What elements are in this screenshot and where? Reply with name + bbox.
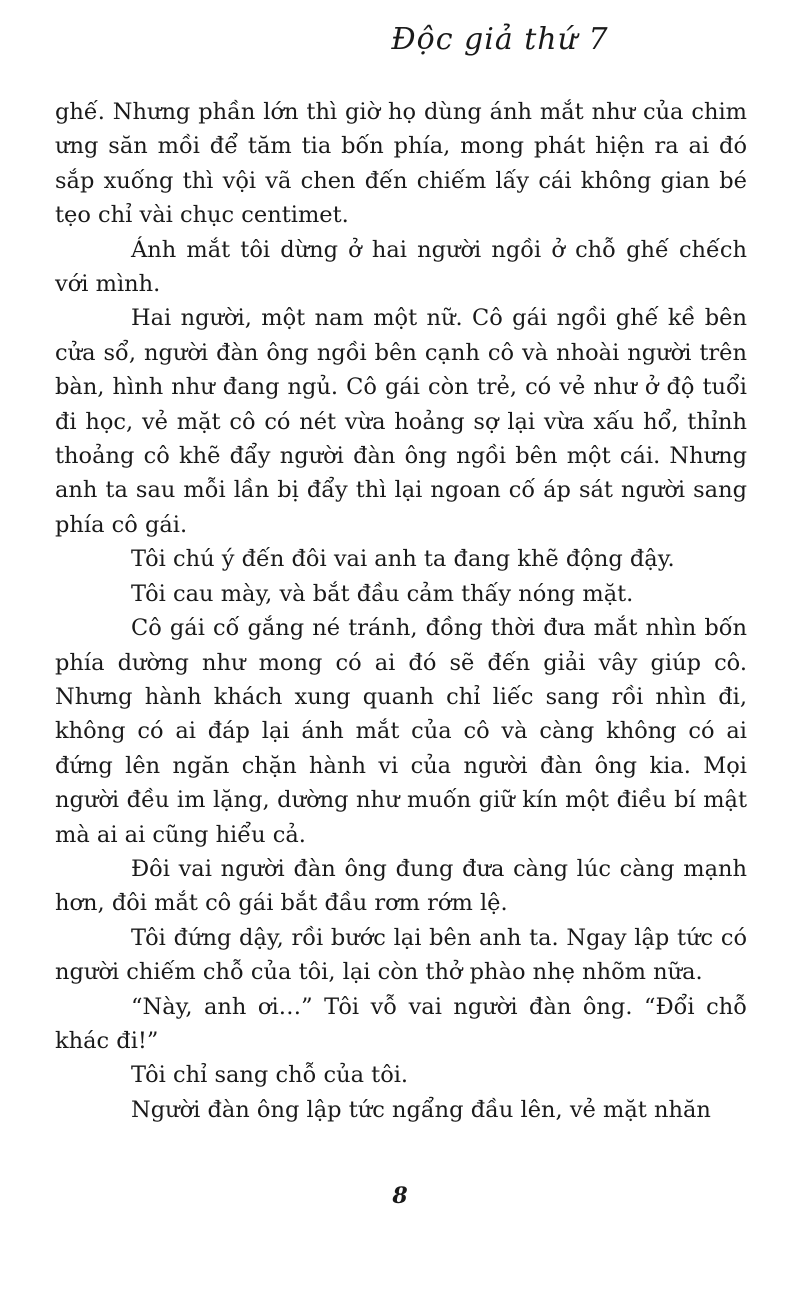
- paragraph-4: Tôi chú ý đến đôi vai anh ta đang khẽ động đậy.: [131, 546, 675, 573]
- paragraph-11: Người đàn ông lập tức ngẩng đầu lên, vẻ mặt nhăn: [131, 1096, 711, 1123]
- paragraph-1: ghế. Nhưng phần lớn thì giờ họ dùng ánh mắt như của chim ưng săn mồi để tăm tia bốn phía, mong phát hiện ra ai đó sắp xuống thì vội vã chen đến chiếm lấy cái không gian bé tẹo chỉ vài chục centimet.: [55, 99, 747, 229]
- paragraph-6: Cô gái cố gắng né tránh, đồng thời đưa mắt nhìn bốn phía dường như mong có ai đó sẽ đến giải vây giúp cô. Nhưng hành khách xung quanh chỉ liếc sang rồi nhìn đi, không có ai đáp lại ánh mắt của cô và càng không có ai đứng lên ngăn chặn hành vi của người đàn ông kia. Mọi người đều im lặng, dường như muốn giữ kín một điều bí mật mà ai ai cũng hiểu cả.: [55, 615, 747, 848]
- paragraph-3: Hai người, một nam một nữ. Cô gái ngồi ghế kề bên cửa sổ, người đàn ông ngồi bên cạnh cô và nhoài người trên bàn, hình như đang ngủ. Cô gái còn trẻ, có vẻ như ở độ tuổi đi học, vẻ mặt cô có nét vừa hoảng sợ lại vừa xấu hổ, thỉnh thoảng cô khẽ đẩy người đàn ông ngồi bên một cái. Nhưng anh ta sau mỗi lần bị đẩy thì lại ngoan cố áp sát người sang phía cô gái.: [55, 305, 747, 538]
- paragraph-10: Tôi chỉ sang chỗ của tôi.: [131, 1062, 409, 1089]
- paragraph-9: “Này, anh ơi…” Tôi vỗ vai người đàn ông. “Đổi chỗ khác đi!”: [55, 993, 747, 1054]
- running-header: Độc giả thứ 7: [391, 22, 609, 57]
- paragraph-2: Ánh mắt tôi dừng ở hai người ngồi ở chỗ ghế chếch với mình.: [55, 236, 747, 298]
- paragraph-7: Đôi vai người đàn ông đung đưa càng lúc càng mạnh hơn, đôi mắt cô gái bắt đầu rơm rớm lệ.: [55, 855, 747, 917]
- page-number: 8: [392, 1183, 408, 1209]
- paragraph-8: Tôi đứng dậy, rồi bước lại bên anh ta. Ngay lập tức có người chiếm chỗ của tôi, lại còn thở phào nhẹ nhõm nữa.: [55, 924, 747, 986]
- body-text: [55, 95, 747, 1127]
- paragraph-5: Tôi cau mày, và bắt đầu cảm thấy nóng mặt.: [131, 580, 634, 607]
